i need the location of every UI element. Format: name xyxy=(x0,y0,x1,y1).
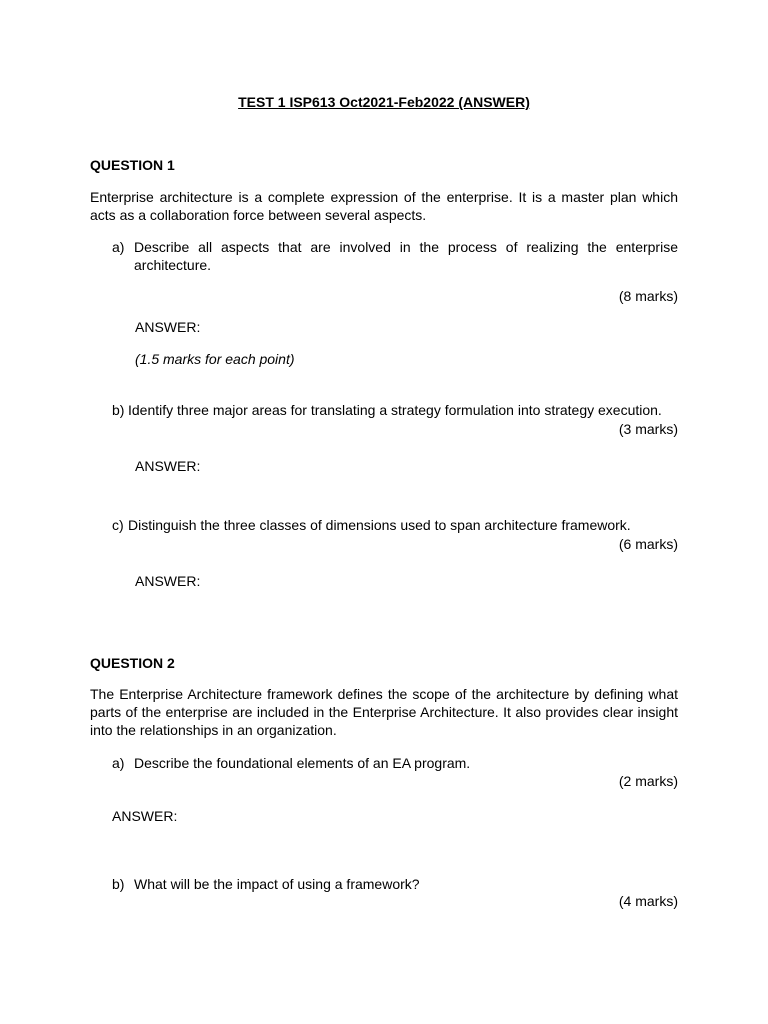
question-2b-letter: b) xyxy=(112,876,125,892)
question-1a-marks: (8 marks) xyxy=(618,288,678,304)
question-1b-marks: (3 marks) xyxy=(618,421,678,437)
question-2a-letter: a) xyxy=(112,755,125,771)
question-1b xyxy=(112,401,678,419)
question-1a-text: Describe all aspects that are involved in the process of realizing the enterprise architecture. xyxy=(134,239,678,273)
question-2a-text: Describe the foundational elements of an EA program. xyxy=(134,755,471,771)
question-1b-letter: b) xyxy=(112,402,125,418)
question-1b-text: Identify three major areas for translating a strategy formulation into strategy execution. xyxy=(128,402,662,418)
question-1a-letter: a) xyxy=(112,239,125,255)
question-1c-letter: c) xyxy=(112,517,124,533)
question-1-heading: QUESTION 1 xyxy=(90,157,175,173)
question-2b-text: What will be the impact of using a framework? xyxy=(134,876,420,892)
question-2b-marks: (4 marks) xyxy=(618,893,678,909)
question-2b xyxy=(112,875,678,893)
question-1a-answer-label: ANSWER: xyxy=(135,319,201,335)
question-1a xyxy=(112,238,678,274)
question-2-intro: The Enterprise Architecture framework defines the scope of the architecture by defining what parts of the enterprise are included in the Enterprise Architecture. It also provides clear insight into the relationships in an organization. xyxy=(90,686,678,738)
question-1c-answer-label: ANSWER: xyxy=(135,573,201,589)
question-2a-marks: (2 marks) xyxy=(618,773,678,789)
question-1c xyxy=(112,516,678,534)
question-2a-answer-label: ANSWER: xyxy=(112,808,178,824)
question-2a xyxy=(112,754,678,772)
question-1c-text: Distinguish the three classes of dimensions used to span architecture framework. xyxy=(128,517,631,533)
question-1-intro: Enterprise architecture is a complete expression of the enterprise. It is a master plan which acts as a collaboration force between several aspects. xyxy=(90,189,678,223)
question-1c-marks: (6 marks) xyxy=(618,536,678,552)
question-2-heading: QUESTION 2 xyxy=(90,655,175,671)
question-1b-answer-label: ANSWER: xyxy=(135,458,201,474)
document-title: TEST 1 ISP613 Oct2021-Feb2022 (ANSWER) xyxy=(238,94,530,110)
question-1a-marking-note: (1.5 marks for each point) xyxy=(135,351,295,367)
